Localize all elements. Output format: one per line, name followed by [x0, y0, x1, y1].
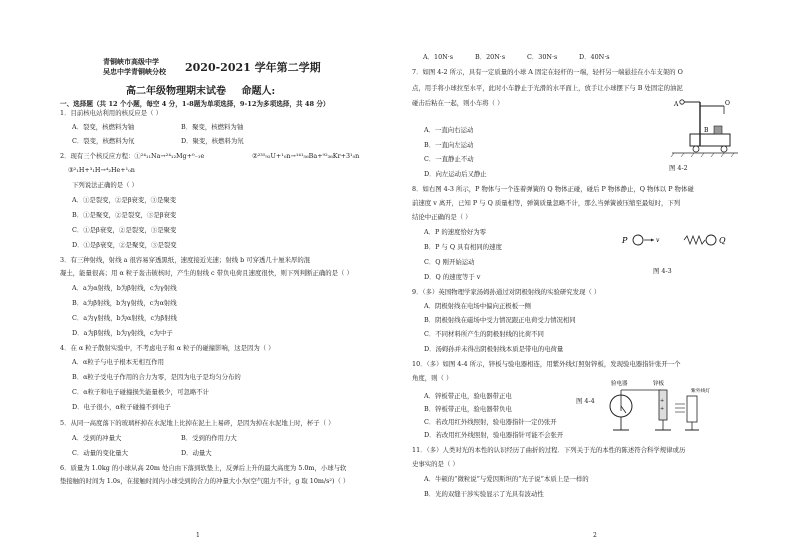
q5-line-1: 5．从同一高度落下的玻璃杯掉在水泥地上比掉在泥土上易碎，是因为掉在水泥地上时，杯子（ ）: [60, 419, 335, 427]
q3-option-d: D．a为β射线，b为γ射线，c为中子: [72, 329, 173, 337]
q2-stem: 2．现有三个核反应方程：①²⁴₁₁Na→²⁴₁₂Mg+⁰₋₁e: [60, 152, 205, 160]
q8-figure-caption: 图 4-3: [653, 267, 672, 275]
q8-option-c: C．Q 刚开始运动: [424, 258, 475, 266]
school-name-1: 青铜峡市高级中学: [103, 57, 159, 66]
q3-option-c: C．a为γ射线，b为α射线，c为β射线: [72, 314, 177, 322]
q10-option-a: A．锌板带正电，验电器带正电: [424, 392, 512, 400]
q7-option-d: D．向左运动后又静止: [424, 170, 487, 178]
q10-option-c: C．若改用红外线照射，验电器指针一定仍张开: [424, 418, 557, 426]
exam-title: [126, 82, 275, 97]
q4-option-c: C．α粒子和电子碰撞损失能量极少，可忽略不计: [72, 388, 210, 396]
q9-option-b: B．阴极射线在磁场中受力情况跟正电荷受力情况相同: [424, 316, 576, 324]
q5-option-a: A．受到的冲量大: [72, 434, 122, 442]
q8-option-b: B．P 与 Q 具有相同的速度: [424, 243, 502, 251]
q5-option-d: D．动量大: [181, 449, 212, 457]
page-number-right: 2: [593, 532, 597, 539]
q9-option-d: D．汤姆孙并未得出阴极射线本质是带电的电荷量: [424, 345, 564, 353]
q11-option-b: B．光的双缝干涉实验显示了光具有波动性: [424, 490, 544, 498]
q5-option-c: C．动量的变化量大: [72, 449, 129, 457]
q7-figure-caption: 图 4-2: [669, 164, 688, 172]
q2-option-c: C．①是β衰变，②是裂变，③是聚变: [72, 226, 177, 234]
q1-stem: 1．目前核电站利用的核反应是（ ）: [60, 109, 162, 117]
q3-option-a: A．a为α射线，b为β射线，c为γ射线: [72, 284, 177, 292]
section-heading: 一、选择题（共 12 个小题，每空 4 分，1-8题为单项选择，9-12为多项选择，共 48 分）: [60, 100, 330, 108]
q2-equation-3: ③²₁H+³₁H→⁴₂He+¹₀n: [68, 166, 135, 174]
figure-4-4: [601, 378, 711, 440]
q8-line-3: 结论中正确的是（ ）: [412, 213, 472, 221]
q4-option-b: B．α粒子受电子作用的合力为零，是因为电子是均匀分布的: [72, 373, 241, 381]
q4-line-1: 4．在 α 粒子散射实验中，不考虑电子和 α 粒子的碰撞影响，这是因为（ ）: [60, 344, 275, 352]
q2-option-b: B．①是聚变，②是裂变，③是β衰变: [72, 211, 177, 219]
q7-line-2: 点，用手将小球拉至水平，此时小车静止于光滑的水平面上，放手让小球摆下与 B 处固定的油泥: [412, 84, 683, 92]
q10-option-d: D．若改用红外线照射，验电器指针可能不会张开: [424, 431, 564, 439]
q8-option-d: D．Q 的速度等于 v: [424, 273, 481, 281]
q8-line-2: 前速度 v 离开，已知 P 与 Q 质量相等，弹簧质量忽略不计，那么当弹簧被压缩至最短时，下列: [412, 199, 681, 207]
q9-option-a: A．阴极射线在电场中偏向正极板一侧: [424, 302, 531, 310]
q7-option-a: A．一直向右运动: [424, 126, 474, 134]
q1-option-c: C．裂变，核燃料为氘: [72, 137, 135, 145]
author-label: 命题人:: [241, 86, 276, 97]
page-number-left: 1: [196, 532, 200, 539]
exam-title-text: 高二年级物理期末试卷: [126, 86, 226, 97]
q6-option-d: D．40N·s: [579, 53, 610, 61]
q7-figure-label-a: A: [674, 101, 679, 108]
figure-4-2: [670, 96, 740, 160]
q3-line-1: 3．有三种射线，射线 a 很容易穿透黑纸，速度接近光速；射线 b 可穿透几十厘米厚的混: [60, 256, 311, 264]
q9-line-1: 9．（多）英国物理学家汤姆孙通过对阴极射线的实验研究发现（ ）: [412, 288, 601, 296]
term-title: 2020-2021 学年第二学期: [185, 61, 321, 74]
q6-option-c: C．30N·s: [527, 53, 558, 61]
svg-text:+: +: [660, 406, 665, 412]
school-name-2: 吴忠中学青铜峡分校: [103, 67, 166, 76]
q3-line-2: 凝土，能量很高；用 α 粒子轰击铍核时，产生的射线 c 带负电荷且速度很快，则下列判断正确的是（ ）: [60, 269, 353, 277]
q7-figure-label-o: O: [725, 100, 730, 107]
q7-option-b: B．一直向左运动: [424, 141, 474, 149]
q10-figure-label-electroscope: 验电器: [611, 381, 628, 387]
q11-line-2: 史事实的是（ ）: [412, 460, 459, 468]
q9-option-c: C．不同材料所产生的阴极射线的比荷不同: [424, 330, 544, 338]
q10-line-1: 10．（多）如图 4-4 所示，锌板与验电器相连，用紫外线灯照射锌板，发现验电器指针张开一个: [412, 360, 681, 368]
q2-equation-2: ②²³⁵₉₂U+¹₀n→¹⁴¹₅₆Ba+⁹²₃₆Kr+3¹₀n: [252, 152, 360, 160]
q4-option-d: D．电子很小，α粒子碰撞不到电子: [72, 403, 171, 411]
q2-prompt: 下列说法正确的是（ ）: [72, 181, 138, 189]
q5-option-b: B．受到的作用力大: [181, 434, 237, 442]
q11-option-a: A．牛顿的“微粒说”与爱因斯坦的“光子说”本质上是一样的: [424, 475, 589, 483]
q10-figure-label-zinc: 锌板: [653, 381, 665, 387]
q11-line-1: 11．（多）人类对光的本性的认识经历了曲折的过程．下列关于光的本性的陈述符合科学规律或历: [412, 446, 686, 454]
q8-line-1: 8．如右图 4-3 所示，P 物体与一个连着弹簧的 Q 物体正碰，碰后 P 物体静止，Q 物体以 P 物体碰: [412, 185, 694, 193]
q1-option-a: A．裂变，核燃料为铀: [72, 123, 135, 131]
q7-figure-label-b: B: [704, 127, 709, 134]
q8-figure-label-p: P: [622, 236, 628, 245]
q7-line-1: 7．如图 4-2 所示，具有一定质量的小球 A 固定在轻杆的一端，轻杆另一端悬挂在小车支架的 O: [412, 68, 683, 76]
q6-line-1: 6．质量为 1.0kg 的小球从高 20m 处自由下落到软垫上，反弹后上升的最大高度为 5.0m，小球与软: [60, 464, 347, 472]
q3-option-b: B．a为β射线，b为γ射线，c为α射线: [72, 299, 177, 307]
q6-option-a: A．10N·s: [423, 53, 454, 61]
q8-option-a: A．P 的速度恰好为零: [424, 228, 487, 236]
q8-figure-label-q: Q: [719, 236, 726, 245]
q1-option-b: B．聚变，核燃料为铀: [181, 123, 244, 131]
q10-figure-label-uv: 紫外线灯: [691, 389, 711, 394]
q2-option-d: D．①是β衰变，②是聚变，③是裂变: [72, 241, 177, 249]
q6-line-2: 垫接触的时间为 1.0s，在接触时间内小球受到的合力的冲量大小为(空气阻力不计，g 取 10m/s²)（ ）: [60, 477, 350, 485]
svg-text:+: +: [660, 398, 665, 404]
figure-4-3: [622, 229, 732, 253]
q2-option-a: A．①是裂变，②是β衰变，③是聚变: [72, 196, 177, 204]
q4-option-a: A．α粒子与电子根本无相互作用: [72, 358, 165, 366]
q8-figure-label-v: v: [656, 237, 660, 244]
q1-option-d: D．聚变，核燃料为氘: [181, 137, 244, 145]
right-column: [397, 0, 794, 550]
q7-option-c: C．一直静止不动: [424, 155, 474, 163]
q10-figure-caption: 图 4-4: [576, 397, 595, 405]
q10-option-b: B．锌板带正电，验电器带负电: [424, 405, 512, 413]
q6-option-b: B．20N·s: [475, 53, 506, 61]
q10-line-2: 角度，则（ ）: [412, 374, 453, 382]
q7-line-3: 碰击后粘在一起，则小车将（ ）: [412, 99, 504, 107]
